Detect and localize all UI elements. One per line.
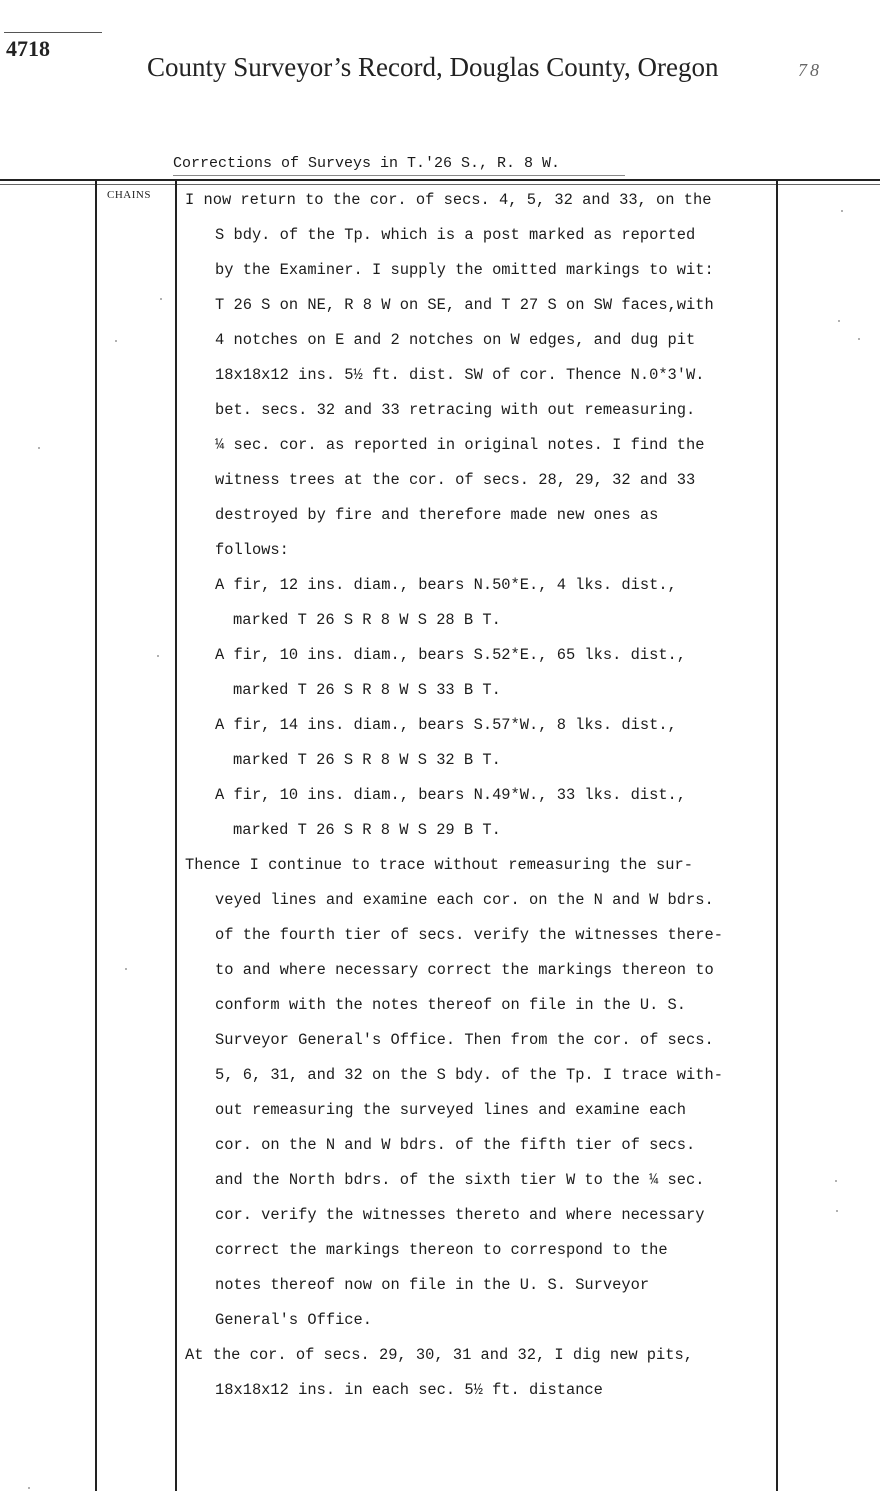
document-number: 4718 [6, 36, 50, 61]
subtitle-underline [173, 175, 625, 176]
scan-speck [841, 210, 843, 212]
document-number-rule [4, 32, 102, 33]
scan-speck [38, 447, 40, 449]
scan-speck [160, 298, 162, 300]
text-line: A fir, 12 ins. diam., bears N.50*E., 4 lks. dist., [215, 576, 677, 594]
text-line: 5, 6, 31, and 32 on the S bdy. of the Tp. I trace with- [215, 1066, 723, 1084]
section-subtitle: Corrections of Surveys in T.'26 S., R. 8 W. [173, 155, 561, 172]
text-line: notes thereof now on file in the U. S. Surveyor [215, 1276, 650, 1294]
text-line: and the North bdrs. of the sixth tier W to the ¼ sec. [215, 1171, 705, 1189]
text-line: follows: [215, 541, 289, 559]
text-line: General's Office. [215, 1311, 373, 1329]
scan-speck [125, 968, 127, 970]
chains-column-header: CHAINS [107, 189, 151, 201]
text-line: Thence I continue to trace without remeasuring the sur- [185, 856, 693, 874]
text-line: marked T 26 S R 8 W S 33 B T. [233, 681, 501, 699]
text-line: witness trees at the cor. of secs. 28, 29, 32 and 33 [215, 471, 696, 489]
text-line: destroyed by fire and therefore made new ones as [215, 506, 659, 524]
text-line: A fir, 10 ins. diam., bears S.52*E., 65 lks. dist., [215, 646, 687, 664]
text-line: At the cor. of secs. 29, 30, 31 and 32, I dig new pits, [185, 1346, 693, 1364]
text-line: conform with the notes thereof on file in the U. S. [215, 996, 687, 1014]
text-line: A fir, 10 ins. diam., bears N.49*W., 33 lks. dist., [215, 786, 687, 804]
text-line: marked T 26 S R 8 W S 32 B T. [233, 751, 501, 769]
text-line: S bdy. of the Tp. which is a post marked as reported [215, 226, 696, 244]
text-line: cor. verify the witnesses thereto and where necessary [215, 1206, 705, 1224]
text-line: of the fourth tier of secs. verify the witnesses there- [215, 926, 723, 944]
margin-column-rule [95, 179, 97, 1491]
text-line: A fir, 14 ins. diam., bears S.57*W., 8 lks. dist., [215, 716, 677, 734]
scan-speck [838, 320, 840, 322]
scan-speck [28, 1487, 30, 1489]
text-line: I now return to the cor. of secs. 4, 5, 32 and 33, on the [185, 191, 712, 209]
scan-speck [157, 655, 159, 657]
text-line: 4 notches on E and 2 notches on W edges, and dug pit [215, 331, 696, 349]
table-top-rule [0, 179, 880, 181]
chains-column-rule [175, 179, 177, 1491]
text-line: bet. secs. 32 and 33 retracing with out remeasuring. [215, 401, 696, 419]
text-line: by the Examiner. I supply the omitted markings to wit: [215, 261, 714, 279]
text-column-right-rule [776, 179, 778, 1491]
text-line: correct the markings thereon to correspond to the [215, 1241, 668, 1259]
scan-speck [858, 338, 860, 340]
page-number: 78 [798, 60, 822, 80]
scan-speck [115, 340, 117, 342]
page-title: County Surveyor’s Record, Douglas County, Oregon [147, 52, 719, 82]
text-line: veyed lines and examine each cor. on the N and W bdrs. [215, 891, 714, 909]
scan-speck [835, 1180, 837, 1182]
text-line: T 26 S on NE, R 8 W on SE, and T 27 S on SW faces,with [215, 296, 714, 314]
text-line: out remeasuring the surveyed lines and examine each [215, 1101, 687, 1119]
scan-speck [836, 1210, 838, 1212]
text-line: 18x18x12 ins. in each sec. 5½ ft. distance [215, 1381, 603, 1399]
text-line: marked T 26 S R 8 W S 29 B T. [233, 821, 501, 839]
table-top-rule-secondary [0, 184, 880, 185]
text-line: Surveyor General's Office. Then from the cor. of secs. [215, 1031, 714, 1049]
text-line: 18x18x12 ins. 5½ ft. dist. SW of cor. Thence N.0*3'W. [215, 366, 705, 384]
text-line: ¼ sec. cor. as reported in original notes. I find the [215, 436, 705, 454]
text-line: marked T 26 S R 8 W S 28 B T. [233, 611, 501, 629]
text-line: cor. on the N and W bdrs. of the fifth tier of secs. [215, 1136, 696, 1154]
text-line: to and where necessary correct the markings thereon to [215, 961, 714, 979]
